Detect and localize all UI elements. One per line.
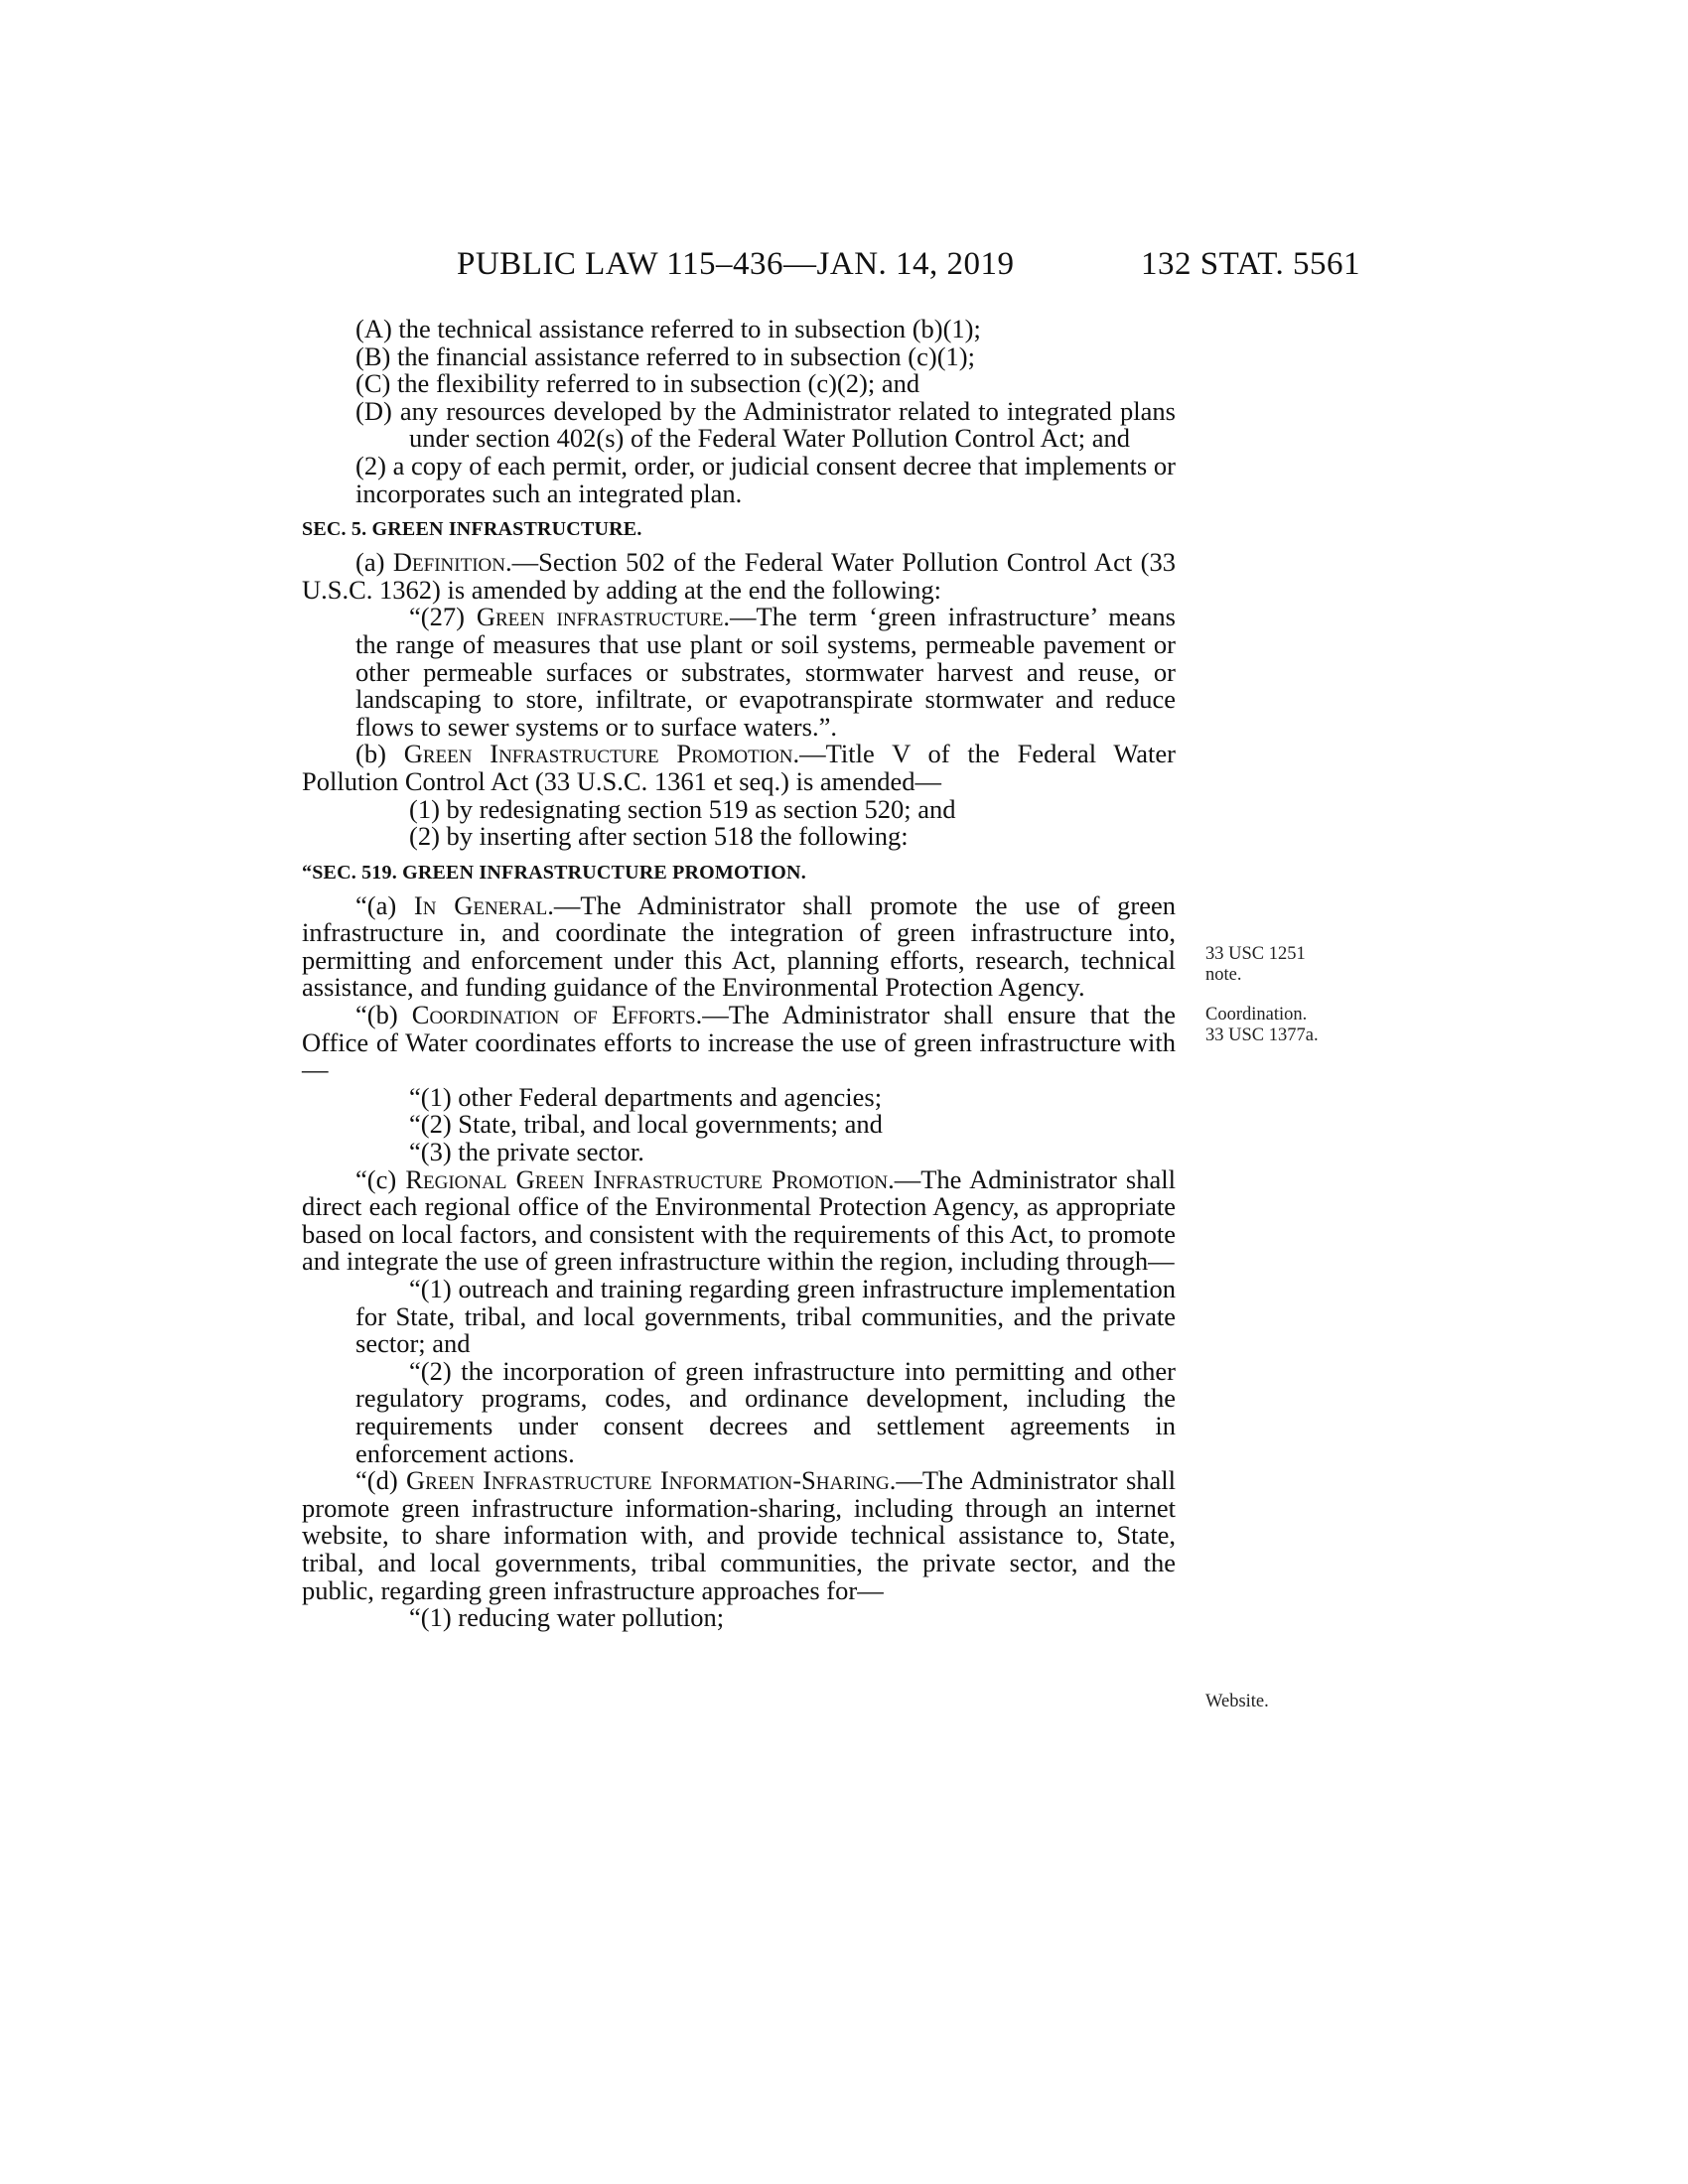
sec519-c-item-2: “(2) the incorporation of green infrastructure into permitting and other regulatory programs, codes, and ordinance development, including the requirements under consent decrees and settlement agreements in enforcement actions. xyxy=(355,1355,1176,1468)
paragraph-item-c: (C) the flexibility referred to in subsection (c)(2); and xyxy=(355,368,920,399)
paragraph-item-d: (D) any resources developed by the Administrator related to integrated plans under section 402(s) of the Federal Water Pollution Control Act; and xyxy=(355,395,1176,454)
sec519-d-label: “(d) xyxy=(355,1465,407,1496)
sec5-b-item-1: (1) by redesignating section 519 as section 520; and xyxy=(409,793,956,824)
sec519-subsection-c xyxy=(302,1163,1176,1277)
header-law-citation: PUBLIC LAW 115–436—JAN. 14, 2019 xyxy=(457,246,1015,282)
paragraph-item-2-text: (2) a copy of each permit, order, or judicial consent decree that implements or incorporates such an integrated plan. xyxy=(355,450,1176,508)
margin-note-usc-1251-line1: 33 USC 1251 xyxy=(1205,944,1306,964)
margin-note-usc-1251-line2: note. xyxy=(1205,965,1242,985)
margin-note-website: Website. xyxy=(1205,1692,1269,1711)
sec5-a-caption: Definition xyxy=(392,547,505,578)
sec5-def-label: “(27) xyxy=(409,602,477,632)
page-body xyxy=(302,316,1176,1632)
sec519-b-item-1: “(1) other Federal departments and agencies; xyxy=(409,1081,883,1112)
sec5-subsection-a xyxy=(302,549,1176,604)
sec5-definition-27 xyxy=(302,604,1176,741)
header-statute-page: 132 STAT. 5561 xyxy=(1140,246,1360,282)
sec519-b-label: “(b) xyxy=(355,1000,412,1030)
sec519-b-text: .—The Administrator shall ensure that the Office of Water coordinates efforts to increase the use of green infrastructure with— xyxy=(302,1000,1176,1085)
section-5-heading: SEC. 5. GREEN INFRASTRUCTURE. xyxy=(302,518,642,541)
sec519-b-item-2: “(2) State, tribal, and local governments; and xyxy=(409,1109,883,1140)
sec5-b-label: (b) xyxy=(355,739,404,769)
margin-note-coordination xyxy=(1205,1005,1384,1046)
paragraph-item-2 xyxy=(302,450,1176,508)
margin-note-usc-1251 xyxy=(1205,944,1384,986)
margin-note-coordination-line1: Coordination. xyxy=(1205,1005,1308,1024)
margin-note-coordination-line2: 33 USC 1377a. xyxy=(1205,1025,1319,1045)
paragraph-item-a: (A) the technical assistance referred to in subsection (b)(1); xyxy=(355,314,981,343)
sec519-c-caption: Regional Green Infrastructure Promotion xyxy=(405,1163,889,1194)
running-header xyxy=(298,246,1360,286)
sec5-def-caption: Green infrastructure xyxy=(476,602,724,632)
sec5-subsection-b xyxy=(302,741,1176,795)
sec519-subsection-d xyxy=(302,1467,1176,1604)
sec519-subsection-a xyxy=(302,889,1176,1003)
sec5-a-text: .—Section 502 of the Federal Water Pollution Control Act (33 U.S.C. 1362) is amended by adding at the end the following: xyxy=(302,547,1176,605)
sec519-c-label: “(c) xyxy=(355,1163,406,1194)
sec519-b-caption: Coordination of Efforts xyxy=(411,1000,696,1030)
sec5-a-label: (a) xyxy=(355,547,393,578)
sec519-subsection-b xyxy=(302,1002,1176,1084)
sec519-c-text: .—The Administrator shall direct each regional office of the Environmental Protection Agency, as appropriate based on local factors, and consistent with the requirements of this Act, to promote and integrate the use of green infrastructure within the region, including through— xyxy=(302,1163,1176,1277)
paragraph-item-b: (B) the financial assistance referred to in subsection (c)(1); xyxy=(355,341,975,371)
sec5-def-text: .—The term ‘green infrastructure’ means the range of measures that use plant or soil systems, permeable pavement or other permeable surfaces or substrates, stormwater harvest and reuse, or landscaping to store, infiltrate, or evapotranspirate stormwater and reduce flows to sewer systems or to surface waters.”. xyxy=(355,602,1176,742)
sec519-d-item-1: “(1) reducing water pollution; xyxy=(409,1602,725,1633)
sec519-d-caption: Green Infrastructure Information-Sharing xyxy=(406,1465,890,1496)
sec5-b-text: .—Title V of the Federal Water Pollution Control Act (33 U.S.C. 1361 et seq.) is amended— xyxy=(302,739,1176,796)
sec519-a-label: “(a) xyxy=(355,889,414,920)
sec519-b-item-3: “(3) the private sector. xyxy=(409,1137,644,1167)
section-519-heading: “SEC. 519. GREEN INFRASTRUCTURE PROMOTION. xyxy=(302,861,806,884)
sec519-c-item-1: “(1) outreach and training regarding green infrastructure implementation for State, tribal, and local governments, tribal communities, and the private sector; and xyxy=(355,1274,1176,1359)
sec519-a-caption: In General xyxy=(413,889,548,920)
sec5-b-item-2: (2) by inserting after section 518 the following: xyxy=(409,821,909,852)
sec519-d-text: .—The Administrator shall promote green infrastructure information-sharing, including through an internet website, to share information with, and provide technical assistance to, State, tribal, and local governments, tribal communities, the private sector, and the public, regarding green infrastructure approaches for— xyxy=(302,1465,1176,1605)
sec519-a-text: .—The Administrator shall promote the use of green infrastructure in, and coordinate the integration of green infrastructure into, permitting and enforcement under this Act, planning efforts, research, technical assistance, and funding guidance of the Environmental Protection Agency. xyxy=(302,889,1176,1003)
sec5-b-caption: Green Infrastructure Promotion xyxy=(403,739,793,769)
